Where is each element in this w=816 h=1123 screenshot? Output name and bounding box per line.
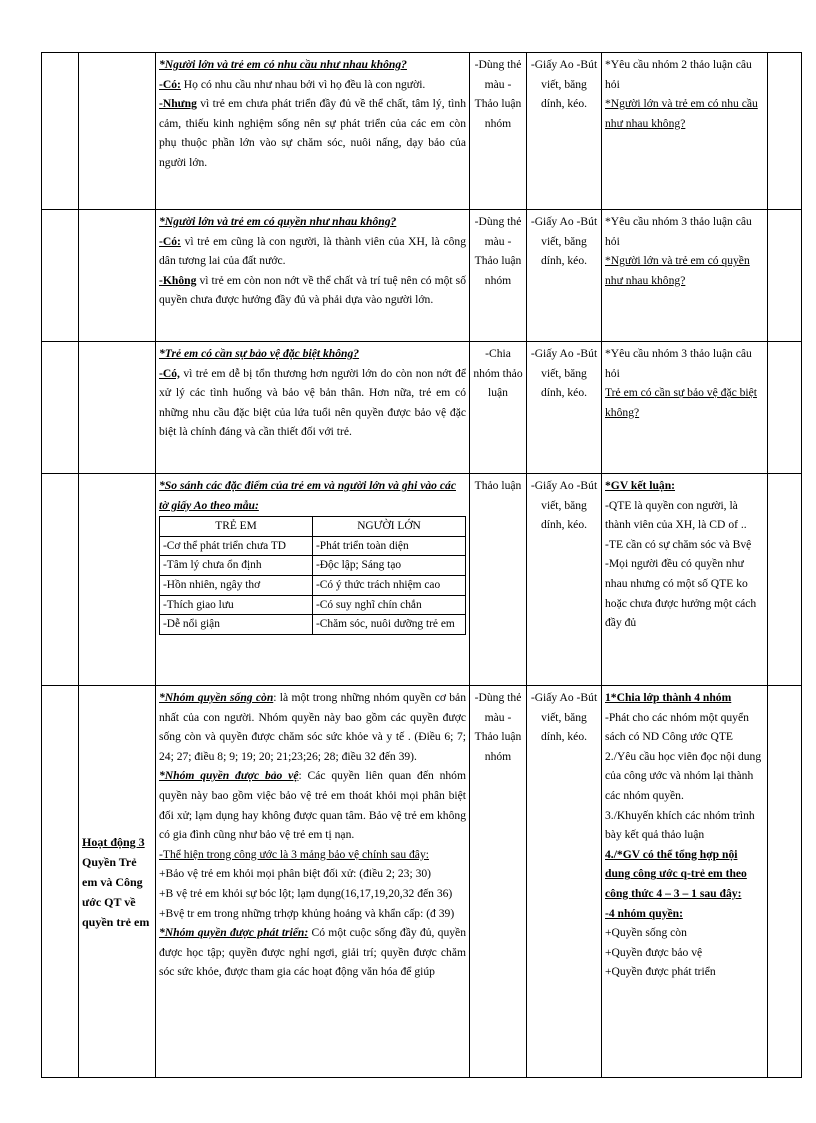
content-cell	[156, 686, 470, 1078]
index-cell	[42, 342, 79, 474]
answer-lead: -Nhưng	[159, 97, 197, 111]
rights-group-text: : Các quyền liên quan đến nhóm quyền này bao gồm việc bảo vệ trẻ em thoát khỏi mọi phân biệt đối xử; lạm dụng hay không được quan tâm. Bảo vệ trẻ em không có gia đình cũng như bảo vệ trẻ em tị nạn.	[159, 769, 466, 842]
conclusion-title: *GV kết luận:	[605, 479, 676, 492]
child-trait: -Thích giao lưu	[160, 595, 313, 615]
rights-group-lead: *Nhóm quyền sống còn	[159, 691, 274, 704]
materials-cell: -Giấy Ao -Bút viết, băng dính, kéo.	[527, 342, 602, 474]
question-heading: *Người lớn và trẻ em có quyền như nhau không?	[159, 215, 397, 228]
method-cell: Thảo luận	[470, 474, 527, 686]
note-text: *Yêu cầu nhóm 2 thảo luận câu hỏi	[605, 58, 752, 91]
note-question: Trẻ em có cần sự bảo vệ đặc biệt không?	[605, 386, 758, 419]
rights-group-lead: *Nhóm quyền được bảo vệ	[159, 769, 299, 783]
protection-item: +Bvệ tr em trong những trhợp khủng hoảng và khẩn cấp: (đ 39)	[159, 906, 455, 920]
step-text: 2./Yêu cầu học viên đọc nội dung của công ước và nhóm lại thành các nhóm quyền.	[605, 749, 762, 802]
materials-cell: -Giấy Ao -Bút viết, băng dính, kéo.	[527, 686, 602, 1078]
method-cell: -Chia nhóm thảo luận	[470, 342, 527, 474]
question-heading: *Trẻ em có cần sự bảo vệ đặc biệt không?	[159, 347, 360, 360]
rights-group-item: +Quyền được bảo vệ	[605, 945, 703, 959]
answer-lead: -Không	[159, 273, 197, 287]
method-cell: -Dùng thẻ màu - Thảo luận nhóm	[470, 210, 527, 342]
activity-subtitle: Quyền Trẻ em và Công ước QT về quyền trẻ em	[82, 854, 150, 929]
child-trait: -Dễ nổi giận	[160, 615, 313, 635]
table-row	[42, 686, 802, 1078]
page	[41, 52, 801, 1083]
materials-cell: -Giấy Ao -Bút viết, băng dính, kéo.	[527, 53, 602, 210]
extra-cell	[768, 210, 802, 342]
lesson-table	[41, 52, 802, 1078]
answer-lead: -Có:	[159, 234, 181, 248]
adult-trait: -Chăm sóc, nuôi dưỡng trẻ em	[313, 615, 466, 635]
comparison-header-row	[160, 517, 466, 537]
index-cell	[42, 210, 79, 342]
extra-cell	[768, 53, 802, 210]
content-cell	[156, 342, 470, 474]
adult-trait: -Phát triển toàn diện	[313, 536, 466, 556]
index-cell	[42, 474, 79, 686]
rights-group-item: +Quyền được phát triển	[605, 965, 716, 979]
column-header-child: TRẺ EM	[160, 517, 313, 537]
answer-text: vì trẻ em chưa phát triển đầy đủ về thể chất, tâm lý, tình cảm, thiếu kinh nghiệm sống nên sự phát triển của các em còn phụ thuộc phần lớn vào sự chăm sóc, nuôi nấng, dạy bảo của người lớn.	[159, 97, 466, 169]
extra-cell	[768, 342, 802, 474]
rights-group-item: +Quyền sống còn	[605, 926, 687, 940]
child-trait: -Tâm lý chưa ổn định	[160, 556, 313, 576]
notes-cell	[602, 474, 768, 686]
answer-text: vì trẻ em cũng là con người, là thành viên của XH, là công dân tương lai của đất nước.	[159, 234, 466, 268]
comparison-row	[160, 615, 466, 635]
protection-item: +Bảo vệ trẻ em khỏi mọi phân biệt đối xử: (điều 2; 23; 30)	[159, 867, 432, 881]
answer-lead: -Có:	[159, 77, 181, 91]
step-text: 3./Khuyến khích các nhóm trình bày kết quả thảo luận	[605, 808, 755, 842]
column-header-adult: NGƯỜI LỚN	[313, 517, 466, 537]
step-heading: 4./*GV có thể tổng hợp nội dung công ước q-trẻ em theo công thức 4 – 3 – 1 sau đây:	[605, 847, 747, 900]
extra-cell	[768, 474, 802, 686]
question-heading: *Người lớn và trẻ em có nhu cầu như nhau không?	[159, 58, 407, 71]
materials-cell: -Giấy Ao -Bút viết, băng dính, kéo.	[527, 210, 602, 342]
note-text: *Yêu cầu nhóm 3 thảo luận câu hỏi	[605, 215, 752, 248]
answer-text: vì trẻ em còn non nớt về thể chất và trí tuệ nên có một số quyền chưa được hưởng đầy đủ và phải dựa vào người lớn.	[159, 273, 466, 307]
activity-cell	[79, 210, 156, 342]
materials-cell: -Giấy Ao -Bút viết, băng dính, kéo.	[527, 474, 602, 686]
notes-cell	[602, 210, 768, 342]
content-cell	[156, 210, 470, 342]
answer-text: vì trẻ em dễ bị tổn thương hơn người lớn do còn non nớt để xử lý các tình huống và bảo vệ bản thân. Hơn nữa, trẻ em có những nhu cầu đặc biệt của lứa tuổi nên quyền được bảo vệ đặc biệt là chính đáng và cần thiết đối với trẻ.	[159, 366, 466, 439]
child-trait: -Hồn nhiên, ngây thơ	[160, 575, 313, 595]
conclusion-item: -QTE là quyền con người, là thành viên của XH, là CD of ..	[605, 498, 747, 532]
index-cell	[42, 686, 79, 1078]
activity-cell	[79, 474, 156, 686]
notes-cell	[602, 53, 768, 210]
adult-trait: -Có suy nghĩ chín chắn	[313, 595, 466, 615]
comparison-row	[160, 556, 466, 576]
activity-cell	[79, 53, 156, 210]
activity-cell	[79, 342, 156, 474]
note-text: *Yêu cầu nhóm 3 thảo luận câu hỏi	[605, 347, 752, 380]
step-heading: 1*Chia lớp thành 4 nhóm	[605, 691, 732, 704]
comparison-table	[159, 516, 466, 635]
comparison-row	[160, 595, 466, 615]
table-row	[42, 342, 802, 474]
compare-heading: *So sánh các đặc điểm của trẻ em và người lớn và ghi vào các tờ giấy Ao theo mẫu:	[159, 479, 456, 512]
rights-group-text: Có một cuộc sống đầy đủ, quyền được học tập; quyền được nghỉ ngơi, giải trí; quyền được chăm sóc sức khỏe, được tham gia các hoạt động văn hóa để giúp	[159, 926, 466, 979]
table-row	[42, 210, 802, 342]
protection-intro: -Thể hiện trong công ước là 3 mảng bảo vệ chính sau đây:	[159, 847, 429, 861]
conclusion-item: -TE cần có sự chăm sóc và Bvệ	[605, 537, 752, 551]
child-trait: -Cơ thể phát triển chưa TD	[160, 536, 313, 556]
table-row	[42, 53, 802, 210]
note-question: *Người lớn và trẻ em có nhu cầu như nhau không?	[605, 97, 758, 130]
comparison-row	[160, 575, 466, 595]
comparison-row	[160, 536, 466, 556]
content-cell	[156, 53, 470, 210]
activity-cell	[79, 686, 156, 1078]
rights-group-lead: *Nhóm quyền được phát triển:	[159, 926, 309, 940]
method-cell: -Dùng thẻ màu - Thảo luận nhóm	[470, 53, 527, 210]
conclusion-item: -Mọi người đều có quyền như nhau nhưng có một số QTE ko hoặc chưa được hưởng một cách đầy đủ	[605, 557, 757, 630]
content-cell	[156, 474, 470, 686]
answer-lead: -Có,	[159, 366, 180, 380]
notes-cell	[602, 686, 768, 1078]
step-text: -Phát cho các nhóm một quyển sách có ND Công ước QTE	[605, 710, 749, 744]
protection-item: +B vệ trẻ em khỏi sự bóc lột; lạm dụng(16,17,19,20,32 đến 36)	[159, 886, 453, 900]
rights-groups-heading: -4 nhóm quyền:	[605, 906, 683, 920]
answer-text: Họ có nhu cầu như nhau bởi vì họ đều là con người.	[180, 77, 426, 91]
rights-group-text: : là một trong những nhóm quyền cơ bản nhất của con người. Nhóm quyền này bao gồm các quyền được sống còn và quyền được chăm sóc sức khỏe và y tế . (Điều 6; 7; 24; 27; điều 8; 9; 19; 20; 21;23;26; 28; điều 32 đến 39).	[159, 691, 466, 763]
note-question: *Người lớn và trẻ em có quyền như nhau không?	[605, 254, 750, 287]
activity-title: Hoạt động 3	[82, 834, 145, 849]
adult-trait: -Độc lập; Sáng tạo	[313, 556, 466, 576]
table-row	[42, 474, 802, 686]
method-cell: -Dùng thẻ màu - Thảo luận nhóm	[470, 686, 527, 1078]
extra-cell	[768, 686, 802, 1078]
adult-trait: -Có ý thức trách nhiệm cao	[313, 575, 466, 595]
index-cell	[42, 53, 79, 210]
notes-cell	[602, 342, 768, 474]
